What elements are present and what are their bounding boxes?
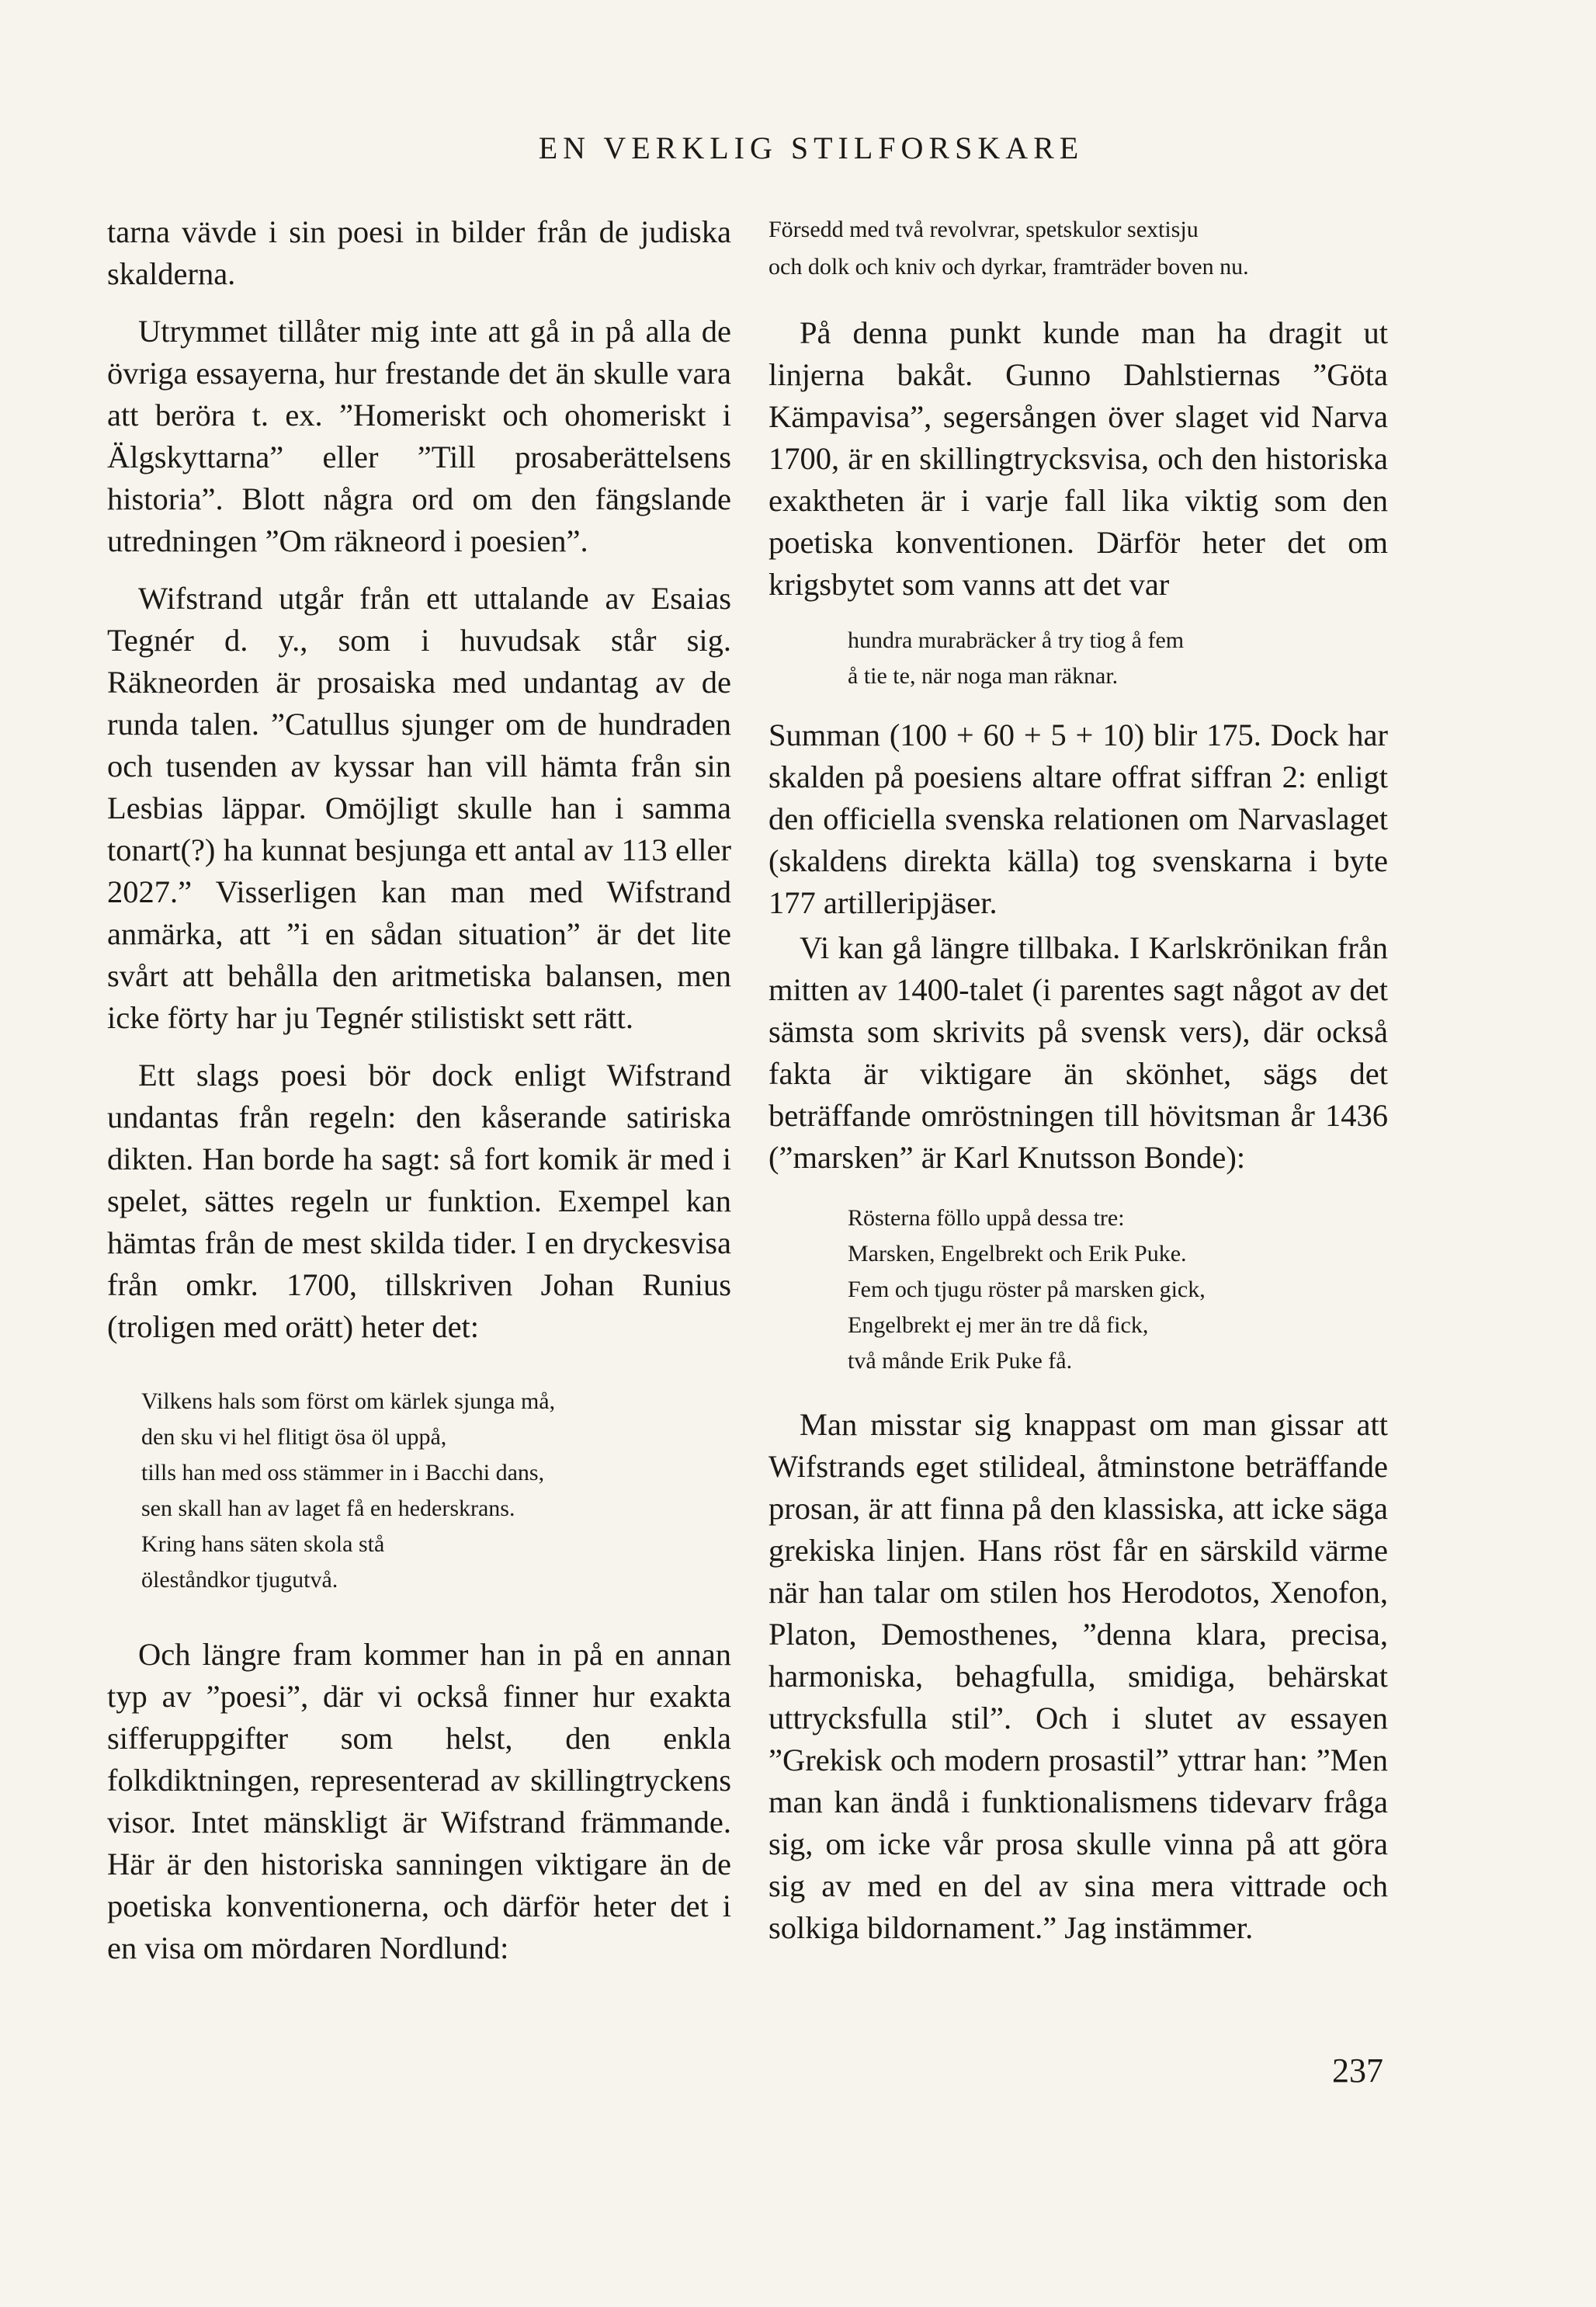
- paragraph: Ett slags poesi bör dock enligt Wifstrand undantas från regeln: den kåserande satiriska dikten. Han borde ha sagt: så fort komik är med i spelet, sättes regeln ur funktion. Exempel kan hämtas från de mest skilda tider. I en dryckesvisa från omkr. 1700, tillskriven Johan Runius (troligen med orätt) heter det:: [107, 1058, 731, 1344]
- paragraph: Och längre fram kommer han in på en annan typ av ”poesi”, där vi också finner hur exakta sifferuppgifter som helst, den enkla folkdiktningen, representerad av skillingtryckens visor. Intet mänskligt är Wifstrand främmande. Här är den historiska sanningen viktigare än de poetiska konventionerna, och därför heter det i en visa om mördaren Nordlund:: [107, 1637, 731, 1965]
- verse-line: tills han med oss stämmer in i Bacchi dans,: [141, 1460, 545, 1485]
- paragraph: tarna vävde i sin poesi in bilder från de judiska skalderna.: [107, 214, 731, 291]
- verse-quote-drinking-song: [141, 1384, 731, 1598]
- paragraph: Summan (100 + 60 + 5 + 10) blir 175. Dock har skalden på poesiens altare offrat siffran 2: enligt den officiella svenska relationen om Narvaslaget (skaldens direkta källa) tog svenskarna i byte 177 artilleripjäser.: [769, 717, 1388, 920]
- verse-line: Vilkens hals som först om kärlek sjunga må,: [141, 1388, 556, 1414]
- verse-line: och dolk och kniv och dyrkar, framträder boven nu.: [769, 254, 1249, 280]
- paragraph: Man misstar sig knappast om man gissar att Wifstrands eget stilideal, åtminstone beträffande prosan, är att finna på den klassiska, att icke säga grekiska linjen. Hans röst får en särskild värme när han talar om stilen hos Herodotos, Xenofon, Platon, Demosthenes, ”denna klara, precisa, harmoniska, behagfulla, smidiga, behärskat uttrycksfulla stil”. Och i slutet av essayen ”Grekisk och modern prosastil” yttrar han: ”Men man kan ändå i funktionalismens tidevarv fråga sig, om icke vår prosa skulle vinna på att göra sig av med en del av sina mera vittrade och solkiga bildornament.” Jag instämmer.: [769, 1407, 1388, 1945]
- verse-line: hundra murabräcker å try tiog å fem: [848, 627, 1185, 653]
- verse-quote-karlskronikan: [848, 1200, 1388, 1379]
- running-head: EN VERKLIG STILFORSKARE: [538, 130, 1084, 165]
- verse-line: å tie te, när noga man räknar.: [848, 663, 1119, 689]
- verse-line: öleståndkor tjugutvå.: [141, 1567, 338, 1593]
- paragraph: Wifstrand utgår från ett uttalande av Esaias Tegnér d. y., som i huvudsak står sig. Räkneorden är prosaiska med undantag av de runda talen. ”Catullus sjunger om de hundraden och tusenden av kyssar han vill hämta från sin Lesbias läppar. Omöjligt skulle han i samma tonart(?) ha kunnat besjunga ett antal av 113 eller 2027.” Visserligen kan man med Wifstrand anmärka, att ”i en sådan situation” är det lite svårt att behålla den aritmetiska balansen, men icke förty har ju Tegnér stilistiskt sett rätt.: [107, 581, 731, 1035]
- verse-line: den sku vi hel flitigt ösa öl uppå,: [141, 1424, 447, 1450]
- paragraph: Vi kan gå längre tillbaka. I Karlskrönikan från mitten av 1400-talet (i parentes sagt något av det sämsta som skrivits på svensk vers), där också fakta är viktigare än skönhet, sägs det beträffande omröstningen till hövitsman år 1436 (”marsken” är Karl Knutsson Bonde):: [769, 930, 1388, 1175]
- page-number: 237: [1332, 2052, 1383, 2090]
- verse-line: Engelbrekt ej mer än tre då fick,: [848, 1312, 1149, 1338]
- right-column: [769, 211, 1388, 1949]
- verse-quote-nordlund: [769, 211, 1388, 286]
- verse-line: Kring hans säten skola stå: [141, 1531, 385, 1557]
- paragraph: Utrymmet tillåter mig inte att gå in på alla de övriga essayerna, hur frestande det än skulle vara att beröra t. ex. ”Homeriskt och ohomeriskt i Älgskyttarna” eller ”Till prosaberättelsens historia”. Blott några ord om den fängslande utredningen ”Om räkneord i poesien”.: [107, 314, 731, 558]
- verse-line: Fem och tjugu röster på marsken gick,: [848, 1277, 1206, 1302]
- paragraph: På denna punkt kunde man ha dragit ut linjerna bakåt. Gunno Dahlstiernas ”Göta Kämpavisa”, segersången över slaget vid Narva 1700, är en skillingtrycksvisa, och den historiska exaktheten är i varje fall lika viktig som den poetiska konventionen. Därför heter det om krigsbytet som vanns att det var: [769, 315, 1388, 602]
- verse-line: Försedd med två revolvrar, spetskulor sextisju: [769, 217, 1199, 242]
- left-column: [107, 211, 731, 1969]
- verse-line: Rösterna föllo uppå dessa tre:: [848, 1205, 1125, 1231]
- verse-quote-kampavisa: [848, 623, 1388, 694]
- verse-line: två månde Erik Puke få.: [848, 1348, 1073, 1374]
- verse-line: sen skall han av laget få en hederskrans.: [141, 1496, 515, 1521]
- verse-line: Marsken, Engelbrekt och Erik Puke.: [848, 1241, 1187, 1266]
